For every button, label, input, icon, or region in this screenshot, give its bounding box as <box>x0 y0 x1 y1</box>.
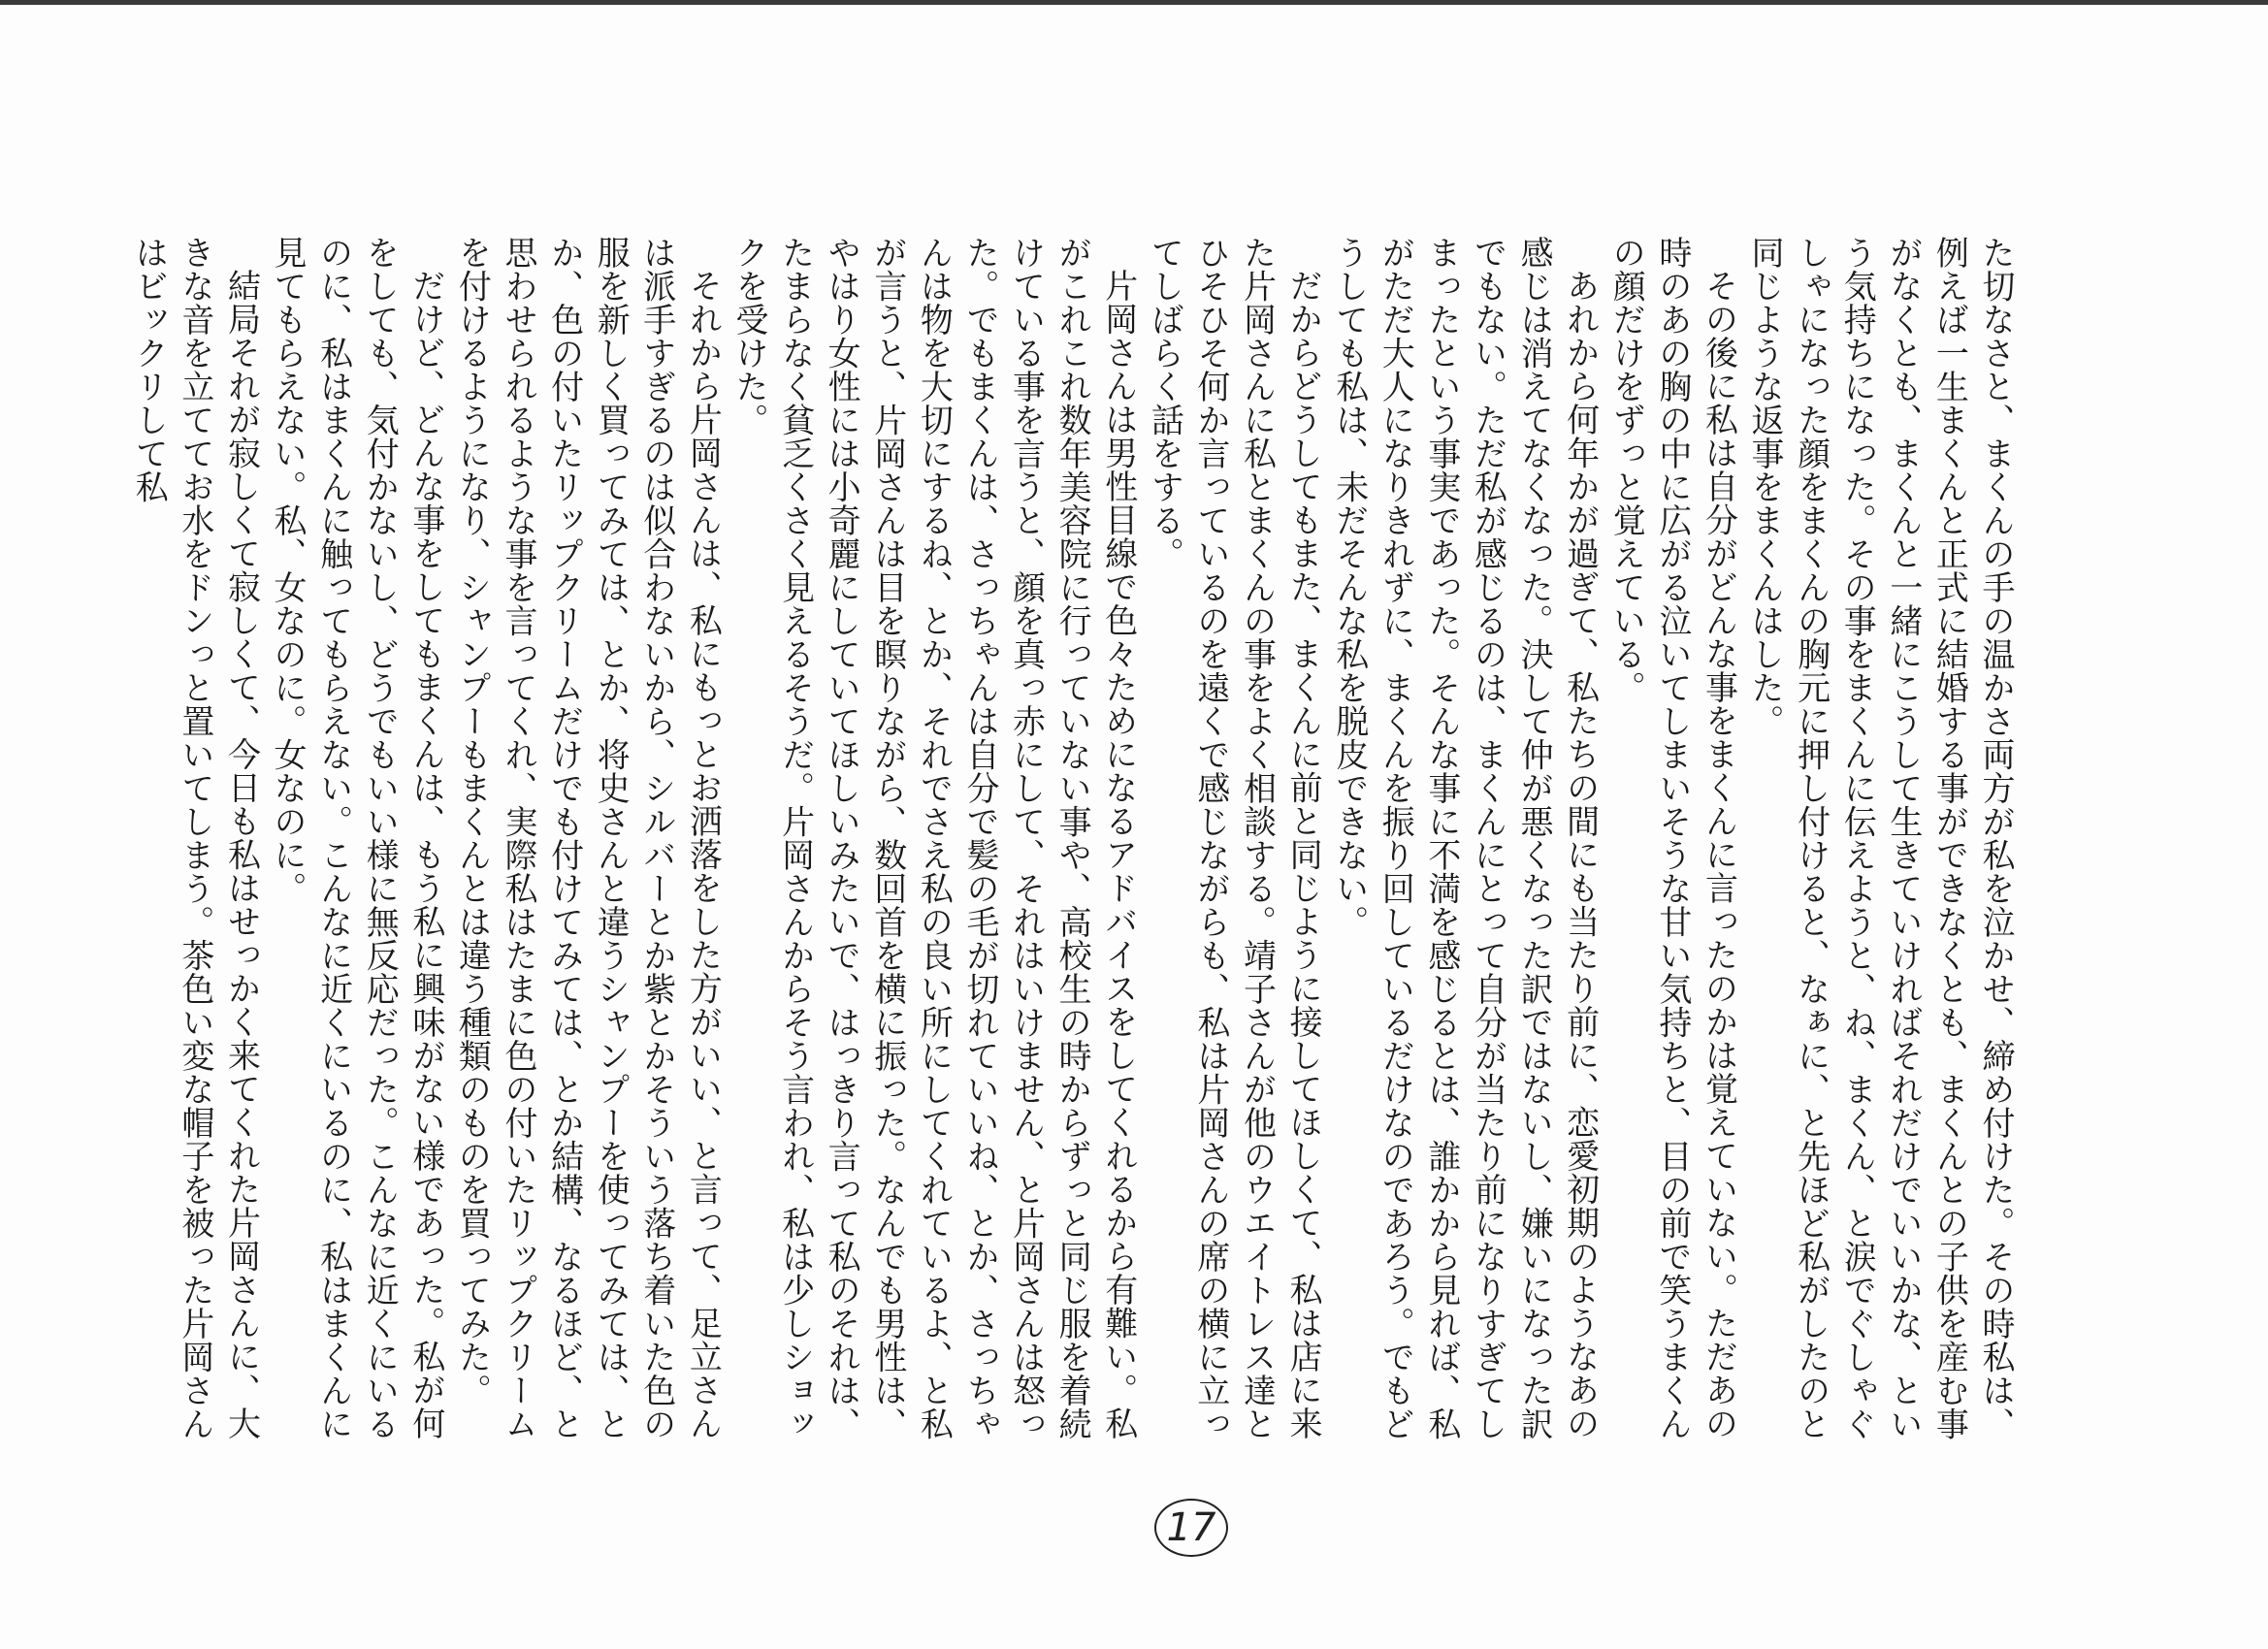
paragraph: その後に私は自分がどんな事をまくんに言ったのかは覚えていない。ただあの時のあの胸の中に広がる泣いてしまいそうな甘い気持ちと、目の前で笑うまくんの顔だけをずっと覚えている。 <box>1606 236 1738 1440</box>
paragraph: あれから何年かが過ぎて、私たちの間にも当たり前に、恋愛初期のようなあの感じは消えてなくなった。決して仲が悪くなった訳ではないし、嫌いになった訳でもない。ただ私が感じるのは、まくんにとって自分が当たり前になりすぎてしまったという事実であった。そんな事に不満を感じるとは、誰かから見れば、私がただ大人になりきれずに、まくんを振り回しているだけなのであろう。でもどうしても私は、未だそんな私を脱皮できない。 <box>1329 236 1600 1440</box>
paragraph: だけど、どんな事をしてもまくんは、もう私に興味がない様であった。私が何をしても、気付かないし、どうでもいい様に無反応だった。こんなに近くにいるのに、私はまくんに触ってもらえない。こんなに近くにいるのに、私はまくんに見てもらえない。私、女なのに。女なのに。 <box>268 236 445 1440</box>
vertical-body-text <box>129 236 2018 1448</box>
page-number: 17 <box>1154 1499 1228 1557</box>
document-page <box>0 5 2268 1649</box>
paragraph: だからどうしてもまた、まくんに前と同じように接してほしくて、私は店に来た片岡さんに私とまくんの事をよく相談する。靖子さんが他のウエイトレス達とひそひそ何か言っているのを遠くで感じながらも、私は片岡さんの席の横に立ってしばらく話をする。 <box>1145 236 1323 1440</box>
paragraph: 結局それが寂しくて寂しくて、今日も私はせっかく来てくれた片岡さんに、大きな音を立ててお水をドンっと置いてしまう。茶色い変な帽子を被った片岡さんはビックリして私 <box>129 236 261 1440</box>
paragraph: た切なさと、まくんの手の温かさ両方が私を泣かせ、締め付けた。その時私は、例えば一生まくんと正式に結婚する事ができなくとも、まくんとの子供を産む事がなくとも、まくんと一緒にこうして生きていければそれだけでいいかな、という気持ちになった。その事をまくんに伝えようと、ね、まくん、と涙でぐしゃぐしゃになった顔をまくんの胸元に押し付けると、なぁに、と先ほど私がしたのと同じような返事をまくんはした。 <box>1745 236 2015 1440</box>
paragraph: 片岡さんは男性目線で色々ためになるアドバイスをしてくれるから有難い。私がこれこれ数年美容院に行っていない事や、高校生の時からずっと同じ服を着続けている事を言うと、顔を真っ赤にして、それはいけません、と片岡さんは怒った。でもまくんは、さっちゃんは自分で髪の毛が切れていいね、とか、さっちゃんは物を大切にするね、とか、それでさえ私の良い所にしてくれているよ、と私が言うと、片岡さんは目を瞑りながら、数回首を横に振った。なんでも男性は、やはり女性には小奇麗にしていてほしいみたいで、はっきり言って私のそれは、たまらなく貧乏くさく見えるそうだ。片岡さんからそう言われ、私は少しショックを受けた。 <box>729 236 1138 1440</box>
paragraph: それから片岡さんは、私にもっとお洒落をした方がいい、と言って、足立さんは派手すぎるのは似合わないから、シルバーとか紫とかそういう落ち着いた色の服を新しく買ってみては、とか、将史さんと違うシャンプーを使ってみては、とか、色の付いたリップクリームだけでも付けてみては、とか結構、なるほど、と思わせられるような事を言ってくれ、実際私はたまに色の付いたリップクリームを付けるようになり、シャンプーもまくんとは違う種類のものを買ってみた。 <box>452 236 723 1440</box>
